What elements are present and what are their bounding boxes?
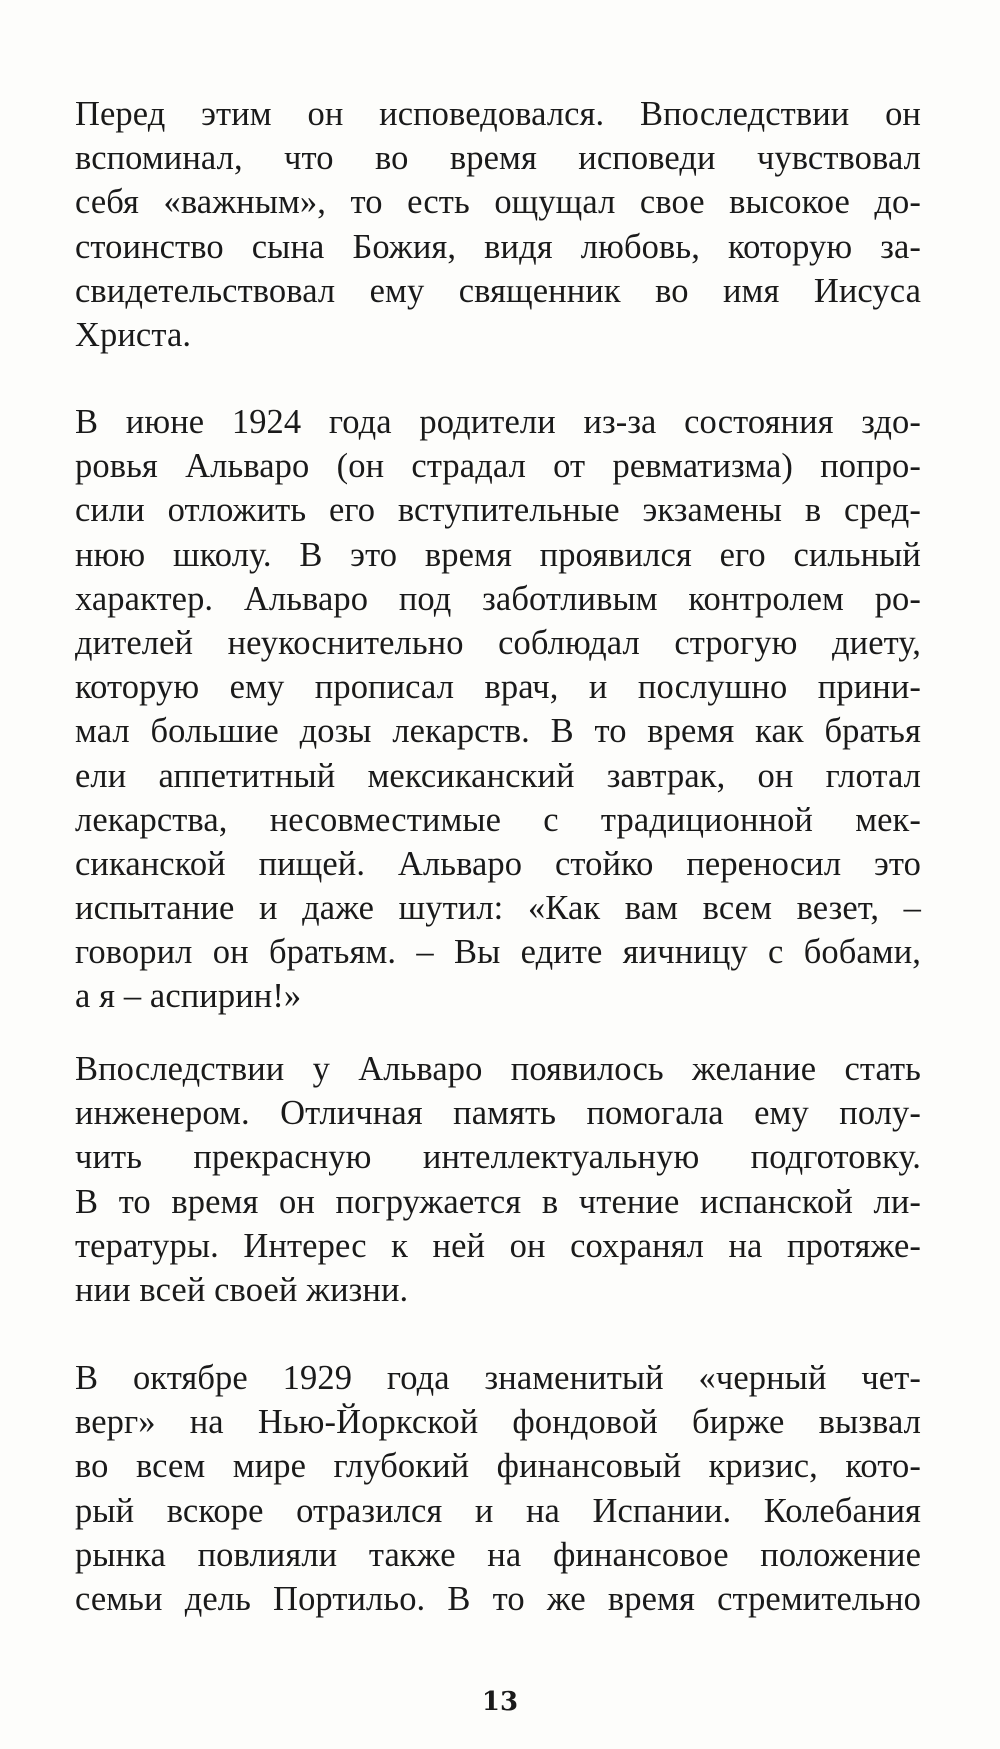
paragraph-4 — [75, 1356, 921, 1621]
text-line: нюю школу. В это время проявился его сильный — [75, 535, 921, 574]
text-line: во всем мире глубокий финансовый кризис, кото- — [75, 1447, 921, 1486]
paragraph-1 — [75, 92, 921, 357]
paragraph-2 — [75, 400, 921, 1019]
text-line: мал большие дозы лекарств. В то время как братья — [75, 712, 921, 751]
text-line: нии всей своей жизни. — [75, 1270, 409, 1309]
paragraph-3 — [75, 1047, 921, 1312]
text-line: испытание и даже шутил: «Как вам всем везет, – — [75, 889, 921, 928]
text-line: В то время он погружается в чтение испанской ли- — [75, 1182, 921, 1221]
text-line: стоинство сына Божия, видя любовь, которую за- — [75, 227, 921, 266]
text-line: вспоминал, что во время исповеди чувствовал — [75, 139, 921, 178]
text-line: инженером. Отличная память помогала ему полу- — [75, 1094, 921, 1133]
text-line: лекарства, несовместимые с традиционной мек- — [75, 800, 921, 839]
text-line: Христа. — [75, 315, 192, 354]
text-line: рый вскоре отразился и на Испании. Колебания — [75, 1491, 921, 1530]
text-line: Впоследствии у Альваро появилось желание стать — [75, 1050, 921, 1088]
text-line: а я – аспирин!» — [75, 977, 302, 1016]
page-number: 13 — [481, 1687, 519, 1717]
text-line: тературы. Интерес к ней он сохранял на протяже- — [75, 1226, 921, 1265]
text-line: Перед этим он исповедовался. Впоследствии он — [75, 95, 921, 133]
text-line: говорил он братьям. – Вы едите яичницу с бобами, — [75, 933, 921, 972]
text-line: рынка повлияли также на финансовое положение — [75, 1535, 921, 1574]
text-line: верг» на Нью-Йоркской фондовой бирже вызвал — [75, 1403, 921, 1442]
text-line: сили отложить его вступительные экзамены в сред- — [75, 491, 921, 530]
text-line: чить прекрасную интеллектуальную подготовку. — [75, 1138, 921, 1177]
text-line: В октябре 1929 года знаменитый «черный чет- — [75, 1359, 921, 1397]
text-line: семьи дель Портильо. В то же время стремительно — [75, 1579, 921, 1618]
text-line: ели аппетитный мексиканский завтрак, он глотал — [75, 756, 921, 795]
text-line: дителей неукоснительно соблюдал строгую диету, — [75, 623, 921, 662]
text-line: которую ему прописал врач, и послушно прини- — [75, 668, 921, 707]
text-line: В июне 1924 года родители из-за состояния здо- — [75, 403, 921, 441]
text-line: себя «важным», то есть ощущал свое высокое до- — [75, 183, 921, 222]
text-line: ровья Альваро (он страдал от ревматизма) попро- — [75, 447, 921, 486]
text-line: характер. Альваро под заботливым контролем ро- — [75, 579, 921, 618]
text-line: сиканской пищей. Альваро стойко переносил это — [75, 844, 921, 883]
text-line: свидетельствовал ему священник во имя Иисуса — [75, 271, 921, 310]
